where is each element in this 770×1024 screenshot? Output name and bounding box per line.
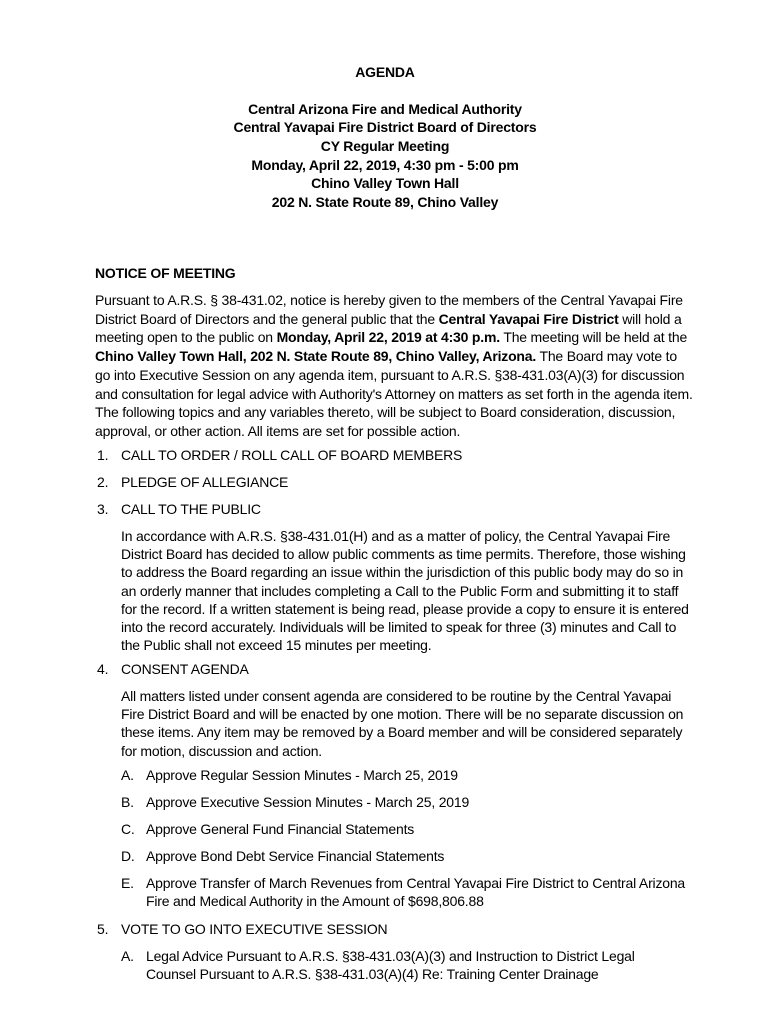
sub-item-text: Legal Advice Pursuant to A.R.S. §38-431.03(A)(3) and Instruction to District Legal Counsel Pursuant to A.R.S. §38-431.03(A)(4) Re: Training Center Drainage [146,948,635,983]
sub-item-text: Approve Regular Session Minutes - March 25, 2019 [146,767,458,783]
notice-text: will hold a meeting open to the public on [95,310,682,346]
notice-text: The Board may vote to go into Executive Session on any agenda item, pursuant to A.R.S. §38-431.03(A)(3) for discussion and consultation for legal advice with Authority's Attorney on matters as set forth in the agenda item. The following topics and any variables thereto, will be subject to Board consideration, discussion, approval, or other action. All items are set for possible action. [95,348,693,439]
item-number: 2. [97,474,109,490]
item-label: PLEDGE OF ALLEGIANCE [121,474,289,490]
notice-paragraph [95,291,695,441]
item-number: 5. [97,921,109,937]
notice-heading: NOTICE OF MEETING [95,265,236,281]
sub-item-letter: C. [121,821,135,837]
sub-item-text: Approve Bond Debt Service Financial Statements [146,848,445,864]
item-label: CALL TO THE PUBLIC [121,501,261,517]
header-line: Chino Valley Town Hall [311,175,459,192]
item-number: 4. [97,661,109,677]
header-line: Central Yavapai Fire District Board of Directors [233,119,537,136]
notice-bold-district: Central Yavapai Fire District [438,310,619,327]
sub-item-text: Approve Transfer of March Revenues from Central Yavapai Fire District to Central Arizona Fire and Medical Authority in the Amount of $698,806.88 [146,875,686,910]
item-label: CALL TO ORDER / ROLL CALL OF BOARD MEMBERS [121,447,463,463]
sub-item-letter: A. [121,767,134,783]
notice-bold-date: Monday, April 22, 2019 at 4:30 p.m. [276,329,500,346]
call-to-public-paragraph: In accordance with A.R.S. §38-431.01(H) and as a matter of policy, the Central Yavapai Fire District Board has decided to allow public comments as time permits. Therefore, those wishing to address the Board regarding an issue within the jurisdiction of this public body may do so in an orderly manner that includes completing a Call to the Public Form and submitting it to staff for the record. If a written statement is being read, please provide a copy to ensure it is entered into the record accurately. Individuals will be limited to speak for three (3) minutes and Call to the Public shall not exceed 15 minutes per meeting. [121,528,689,654]
notice-bold-location: Chino Valley Town Hall, 202 N. State Route 89, Chino Valley, Arizona. [95,348,537,365]
header-line: Central Arizona Fire and Medical Authority [248,100,522,117]
agenda-header [0,63,770,212]
notice-text: The meeting will be held at the [499,329,688,346]
sub-item-letter: D. [121,848,135,864]
header-line: Monday, April 22, 2019, 4:30 pm - 5:00 pm [251,156,519,173]
item-number: 3. [97,501,109,517]
item-number: 1. [97,447,109,463]
sub-item-text: Approve Executive Session Minutes - March 25, 2019 [146,794,470,810]
header-line: 202 N. State Route 89, Chino Valley [271,194,499,211]
header-line: CY Regular Meeting [320,138,450,155]
consent-agenda-paragraph: All matters listed under consent agenda are considered to be routine by the Central Yavapai Fire District Board and will be enacted by one motion. There will be no separate discussion on these items. Any item may be removed by a Board member and will be considered separately for motion, discussion and action. [121,688,684,759]
sub-item-letter: A. [121,948,134,964]
item-label: VOTE TO GO INTO EXECUTIVE SESSION [121,921,388,937]
item-label: CONSENT AGENDA [121,661,249,677]
sub-item-letter: B. [121,794,134,810]
notice-text: Pursuant to A.R.S. § 38-431.02, notice is hereby given to the members of the Central Yavapai Fire District Board of Directors and the general public that the [95,292,683,327]
sub-item-text: Approve General Fund Financial Statements [146,821,415,837]
agenda-title: AGENDA [355,64,415,80]
sub-item-letter: E. [121,875,134,891]
